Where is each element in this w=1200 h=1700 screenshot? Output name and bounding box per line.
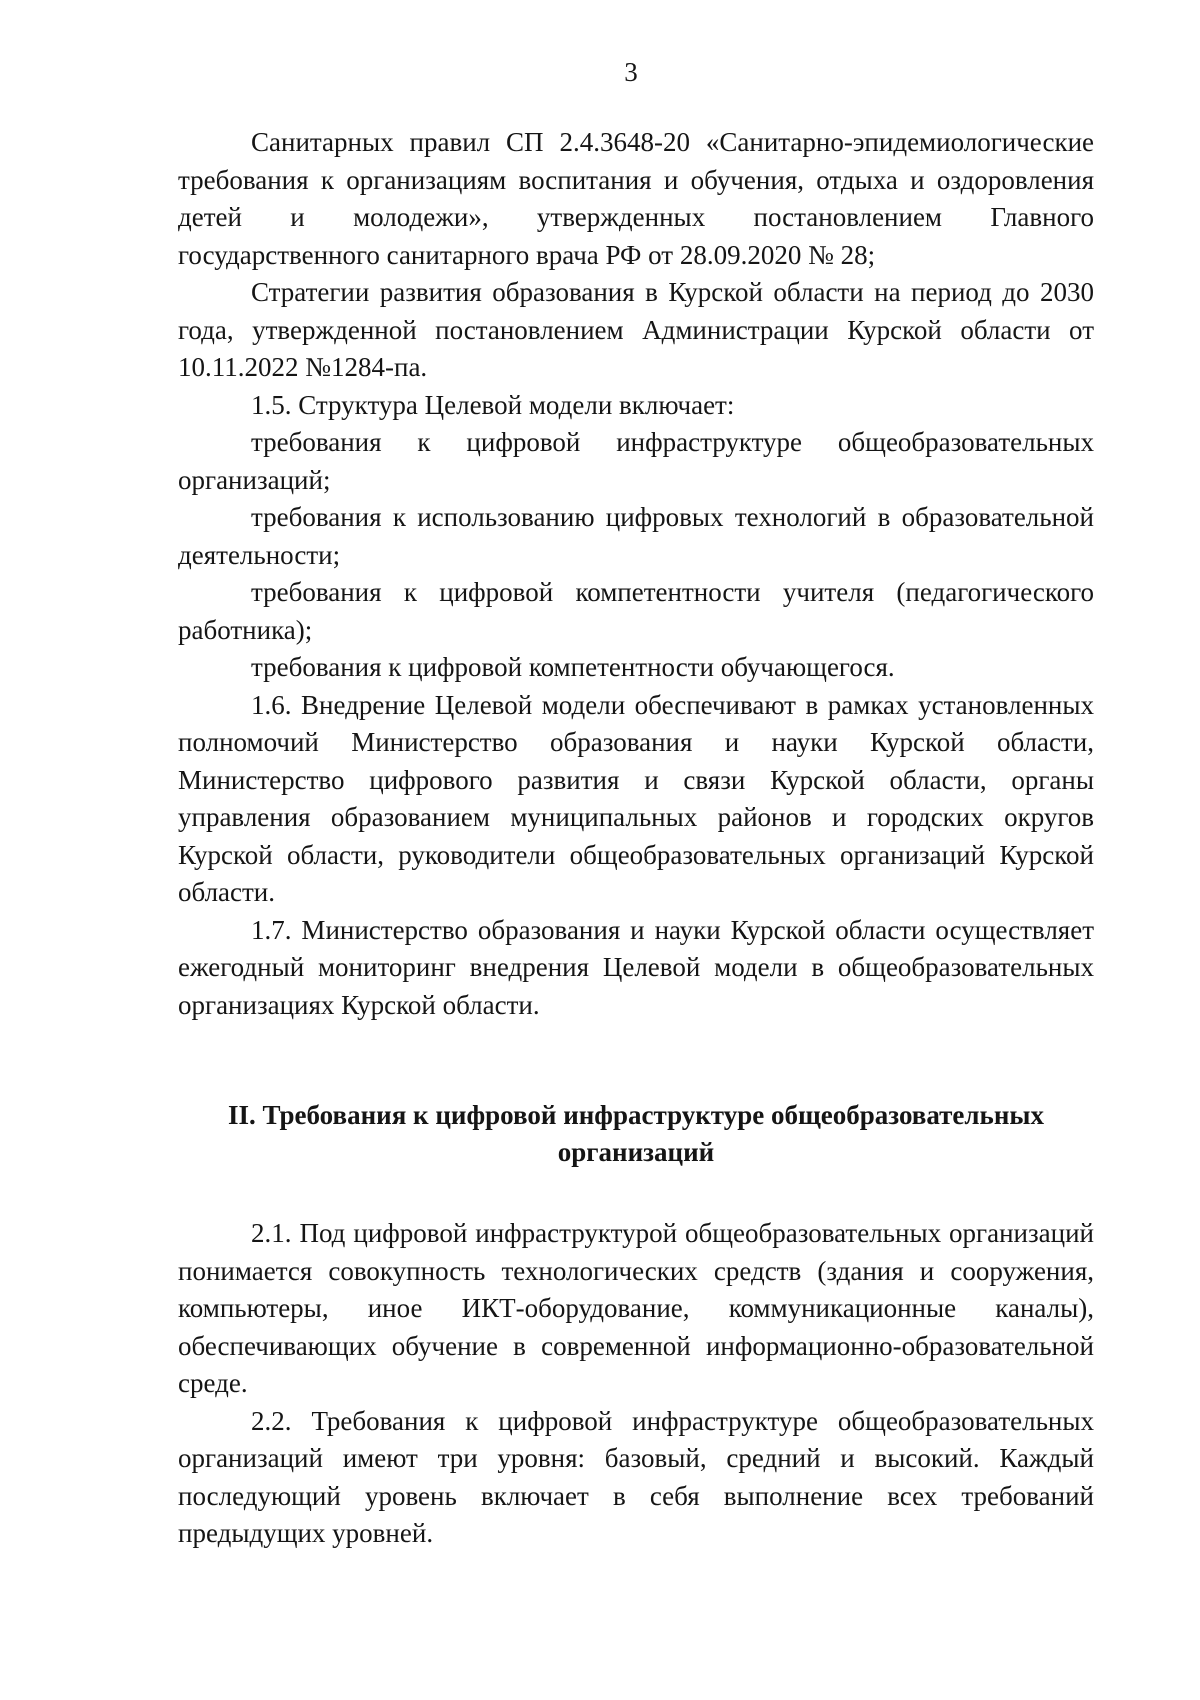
page-number: 3 [624, 57, 638, 87]
paragraph-2-1: 2.1. Под цифровой инфраструктурой общеобразовательных организаций понимается совокупность технологических средств (здания и сооружения, компьютеры, иное ИКТ-оборудование, коммуникационные каналы), обеспечивающих обучение в современной информационно-образовательной среде. [178, 1218, 1094, 1398]
list-item-digital-technologies: требования к использованию цифровых технологий в образовательной деятельности; [178, 502, 1094, 570]
paragraph-2-2: 2.2. Требования к цифровой инфраструктуре общеобразовательных организаций имеют три уровня: базовый, средний и высокий. Каждый последующий уровень включает в себя выполнение всех требований предыдущих уровней. [178, 1405, 1094, 1548]
paragraph-sanpin: Санитарных правил СП 2.4.3648-20 «Санитарно-эпидемиологические требования к организациям воспитания и обучения, отдыха и оздоровления детей и молодежи», утвержденных постановлением Главного государственного санитарного врача РФ от 28.09.2020 № 28; [178, 127, 1094, 270]
section-heading: II. Требования к цифровой инфраструктуре общеобразовательных организаций [228, 1100, 1044, 1167]
paragraph-1-5: 1.5. Структура Целевой модели включает: [251, 389, 735, 420]
list-item-student-competence: требования к цифровой компетентности обучающегося. [251, 652, 895, 682]
list-item-infrastructure: требования к цифровой инфраструктуре общеобразовательных организаций; [178, 427, 1094, 495]
paragraph-strategy: Стратегии развития образования в Курской области на период до 2030 года, утвержденной постановлением Администрации Курской области от 10.11.2022 №1284-па. [178, 277, 1094, 382]
paragraph-1-7: 1.7. Министерство образования и науки Курской области осуществляет ежегодный мониторинг внедрения Целевой модели в общеобразовательных организациях Курской области. [178, 914, 1094, 1020]
body-text-section-2 [178, 1215, 1094, 1553]
paragraph-1-6: 1.6. Внедрение Целевой модели обеспечивают в рамках установленных полномочий Министерство образования и науки Курской области, Министерство цифрового развития и связи Курской области, органы управления образованием муниципальных районов и городских округов Курской области, руководители общеобразовательных организаций Курской области. [178, 689, 1094, 907]
list-item-teacher-competence: требования к цифровой компетентности учителя (педагогического работника); [178, 577, 1094, 645]
body-text-top [178, 124, 1094, 1024]
